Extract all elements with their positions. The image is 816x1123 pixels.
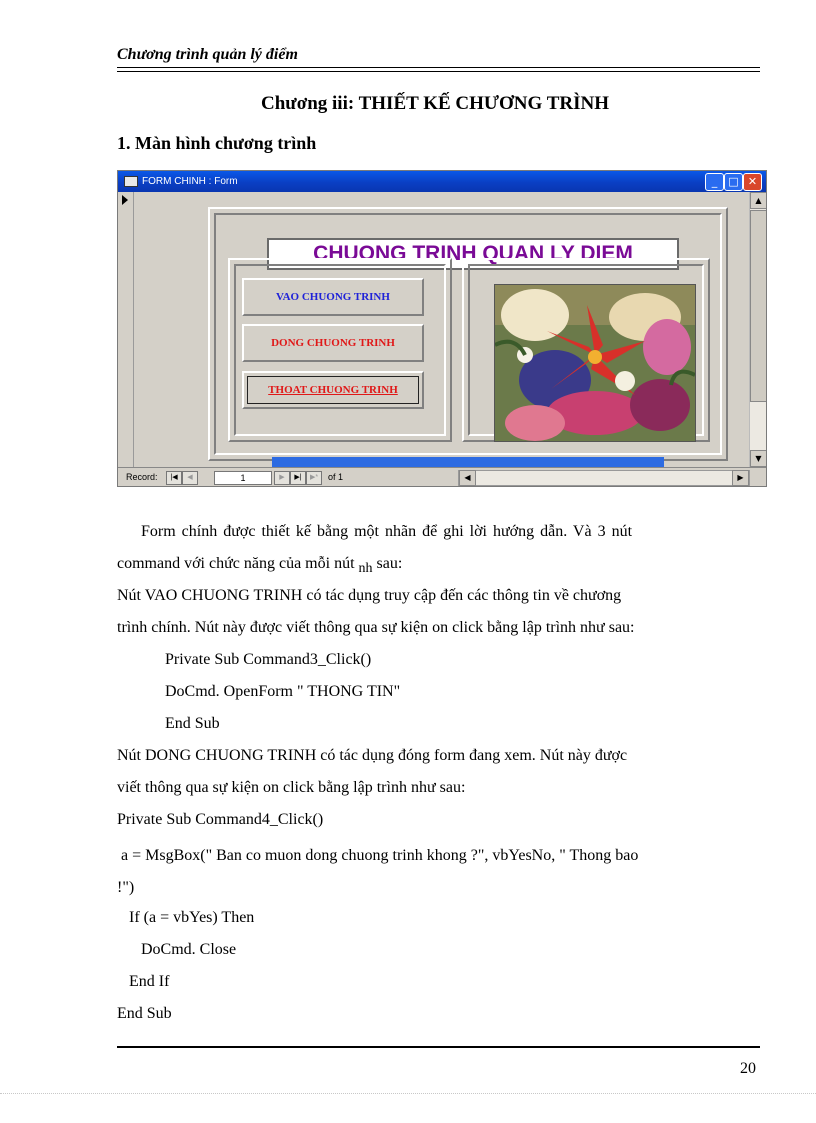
paragraph-3-line-2: viết thông qua sự kiện on click bằng lập trình như sau: [117,779,466,796]
chapter-title: Chương iii: THIẾT KẾ CHƯƠNG TRÌNH [261,93,609,114]
page-break-line [0,1093,816,1094]
paragraph-1-line-2-end: sau: [372,555,403,572]
banner-label: CHUONG TRINH QUAN LY DIEM [267,238,679,270]
new-record-icon[interactable]: ▶* [306,471,322,485]
close-icon[interactable]: ✕ [743,173,762,191]
paragraph-1-subscript: nh [358,561,373,576]
thoat-chuong-trinh-button[interactable]: THOAT CHUONG TRINH [242,371,424,409]
code1-line-1: Private Sub Command3_Click() [165,651,372,668]
form-screenshot [117,170,767,487]
dong-chuong-trinh-button[interactable]: DONG CHUONG TRINH [242,324,424,362]
record-navigation-bar [118,467,766,487]
first-record-icon[interactable]: |◀ [166,471,182,485]
code2-line-2: a = MsgBox(" Ban co muon dong chuong trinh khong ?", vbYesNo, " Thong bao [117,847,639,864]
code1-line-2: DoCmd. OpenForm " THONG TIN" [165,683,401,700]
flower-bouquet-image [494,284,696,442]
paragraph-2-line-1: Nút VAO CHUONG TRINH có tác dụng truy cập đến các thông tin về chương [117,587,622,604]
code2-line-7: End Sub [117,1005,172,1022]
running-header: Chương trình quản lý điểm [117,46,298,63]
paragraph-1-line-2 [117,548,760,581]
code1-line-3: End Sub [165,715,220,732]
header-rule [117,67,760,68]
page-number: 20 [740,1060,756,1077]
next-record-icon[interactable]: ▶ [274,471,290,485]
scroll-right-icon[interactable]: ▶ [732,470,749,486]
form-client-area [134,192,749,467]
form-icon [124,176,138,187]
window-title: FORM CHINH : Form [142,176,238,187]
scroll-down-icon[interactable]: ▼ [750,450,767,467]
record-number-field[interactable]: 1 [214,471,272,485]
vertical-scrollbar[interactable] [749,192,766,467]
paragraph-2-line-2: trình chính. Nút này được viết thông qua sự kiện on click bằng lập trình như sau: [117,619,635,636]
code2-line-3: !") [117,879,135,896]
scroll-left-icon[interactable]: ◀ [459,470,476,486]
section-title: 1. Màn hình chương trình [117,133,317,153]
paragraph-1-line-2-text: command với chức năng của mỗi nút [117,555,359,572]
code2-line-6: End If [117,973,170,990]
minimize-icon[interactable]: _ [705,173,724,191]
scroll-up-icon[interactable]: ▲ [750,192,767,209]
record-label: Record: [126,472,158,482]
window-titlebar [118,171,766,192]
record-selector[interactable] [118,192,134,467]
last-record-icon[interactable]: ▶| [290,471,306,485]
paragraph-3-line-1: Nút DONG CHUONG TRINH có tác dụng đóng form đang xem. Nút này được [117,747,628,764]
header-rule-double [117,71,760,72]
code2-line-1: Private Sub Command4_Click() [117,811,324,828]
vao-chuong-trinh-button[interactable]: VAO CHUONG TRINH [242,278,424,316]
scroll-thumb[interactable] [750,210,767,402]
code2-line-4: If (a = vbYes) Then [117,909,255,926]
footer-rule [117,1046,760,1048]
record-count: of 1 [328,472,344,482]
maximize-icon[interactable]: □ [724,173,743,191]
code2-line-5: DoCmd. Close [117,941,237,958]
horizontal-scrollbar[interactable] [458,470,750,486]
previous-record-icon[interactable]: ◀ [182,471,198,485]
current-record-arrow-icon [122,195,128,205]
paragraph-1-line-1: Form chính được thiết kế bằng một nhãn để ghi lời hướng dẫn. Và 3 nút [141,523,633,540]
